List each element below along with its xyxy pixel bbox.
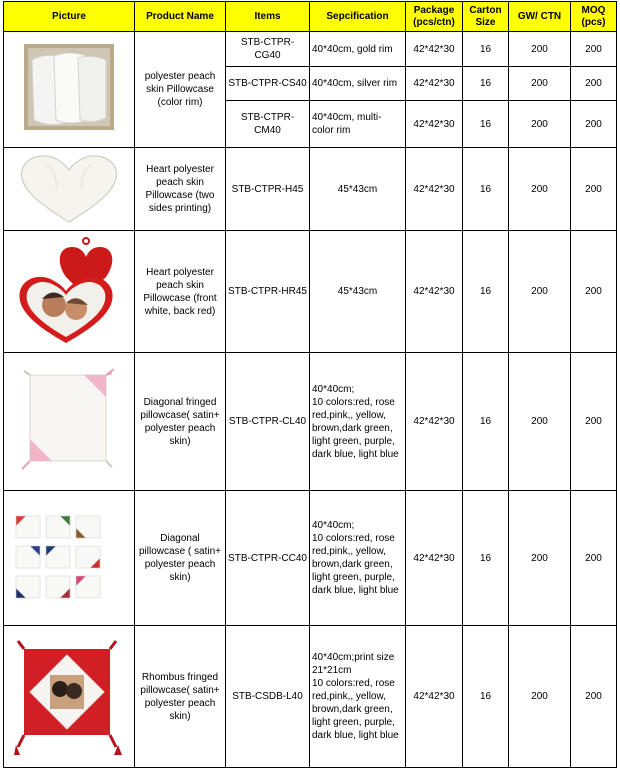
product-name: polyester peach skin Pillowcase (color rim) [135, 32, 226, 148]
white-pillows-image [6, 40, 132, 140]
white-heart-pillow-image [6, 150, 132, 228]
product-name: Heart polyester peach skin Pillowcase (front white, back red) [135, 231, 226, 353]
carton-size: 16 [463, 101, 509, 148]
item-code: STB-CSDB-L40 [226, 626, 310, 768]
product-image-cell [4, 353, 135, 491]
gw-ctn: 200 [509, 32, 571, 67]
product-name: Rhombus fringed pillowcase( satin+ polyester peach skin) [135, 626, 226, 768]
header-package: Package (pcs/ctn) [406, 2, 463, 32]
carton-size: 16 [463, 353, 509, 491]
carton-size: 16 [463, 148, 509, 231]
product-image-cell [4, 148, 135, 231]
gw-ctn: 200 [509, 67, 571, 101]
header-items: Items [226, 2, 310, 32]
item-code: STB-CTPR-CM40 [226, 101, 310, 148]
red-rhombus-pillow-image [6, 635, 132, 759]
item-code: STB-CTPR-CC40 [226, 491, 310, 626]
carton-size: 16 [463, 491, 509, 626]
header-gw-ctn: GW/ CTN [509, 2, 571, 32]
table-row [4, 32, 617, 67]
gw-ctn: 200 [509, 231, 571, 353]
header-moq: MOQ (pcs) [571, 2, 617, 32]
product-name: Heart polyester peach skin Pillowcase (two sides printing) [135, 148, 226, 231]
gw-ctn: 200 [509, 148, 571, 231]
specification: 40*40cm, silver rim [310, 67, 406, 101]
product-image-cell [4, 626, 135, 768]
moq: 200 [571, 67, 617, 101]
table-row [4, 626, 617, 768]
moq: 200 [571, 101, 617, 148]
moq: 200 [571, 231, 617, 353]
package: 42*42*30 [406, 67, 463, 101]
header-specification: Sepcification [310, 2, 406, 32]
gw-ctn: 200 [509, 101, 571, 148]
package: 42*42*30 [406, 491, 463, 626]
moq: 200 [571, 148, 617, 231]
specification: 40*40cm;print size 21*21cm 10 colors:red, rose red,pink,, yellow, brown,dark green, light green, purple, dark blue, light blue [310, 626, 406, 768]
pink-fringed-pillow-image [6, 367, 132, 477]
specification: 45*43cm [310, 148, 406, 231]
moq: 200 [571, 626, 617, 768]
carton-size: 16 [463, 231, 509, 353]
header-carton-size: Carton Size [463, 2, 509, 32]
moq: 200 [571, 491, 617, 626]
product-name: Diagonal pillowcase ( satin+ polyester peach skin) [135, 491, 226, 626]
package: 42*42*30 [406, 148, 463, 231]
table-row [4, 231, 617, 353]
carton-size: 16 [463, 626, 509, 768]
item-code: STB-CTPR-CS40 [226, 67, 310, 101]
item-code: STB-CTPR-HR45 [226, 231, 310, 353]
gw-ctn: 200 [509, 353, 571, 491]
product-image-cell [4, 491, 135, 626]
red-heart-pillow-image [6, 233, 132, 351]
header-picture: Picture [4, 2, 135, 32]
product-image-cell [4, 231, 135, 353]
carton-size: 16 [463, 67, 509, 101]
table-row [4, 148, 617, 231]
table-row [4, 491, 617, 626]
specification: 40*40cm; 10 colors:red, rose red,pink,, yellow, brown,dark green, light green, purple, dark blue, light blue [310, 353, 406, 491]
gw-ctn: 200 [509, 626, 571, 768]
item-code: STB-CTPR-CG40 [226, 32, 310, 67]
specification: 45*43cm [310, 231, 406, 353]
product-table [3, 1, 617, 768]
package: 42*42*30 [406, 353, 463, 491]
product-name: Diagonal fringed pillowcase( satin+ polyester peach skin) [135, 353, 226, 491]
item-code: STB-CTPR-CL40 [226, 353, 310, 491]
specification: 40*40cm; 10 colors:red, rose red,pink,, yellow, brown,dark green, light green, purple, dark blue, light blue [310, 491, 406, 626]
moq: 200 [571, 353, 617, 491]
specification: 40*40cm, gold rim [310, 32, 406, 67]
package: 42*42*30 [406, 101, 463, 148]
table-row [4, 353, 617, 491]
header-product-name: Product Name [135, 2, 226, 32]
item-code: STB-CTPR-H45 [226, 148, 310, 231]
header-row [4, 2, 617, 32]
product-image-cell [4, 32, 135, 148]
package: 42*42*30 [406, 32, 463, 67]
moq: 200 [571, 32, 617, 67]
package: 42*42*30 [406, 231, 463, 353]
colored-corner-pillows-grid-image [6, 508, 132, 608]
gw-ctn: 200 [509, 491, 571, 626]
package: 42*42*30 [406, 626, 463, 768]
specification: 40*40cm, multi-color rim [310, 101, 406, 148]
carton-size: 16 [463, 32, 509, 67]
